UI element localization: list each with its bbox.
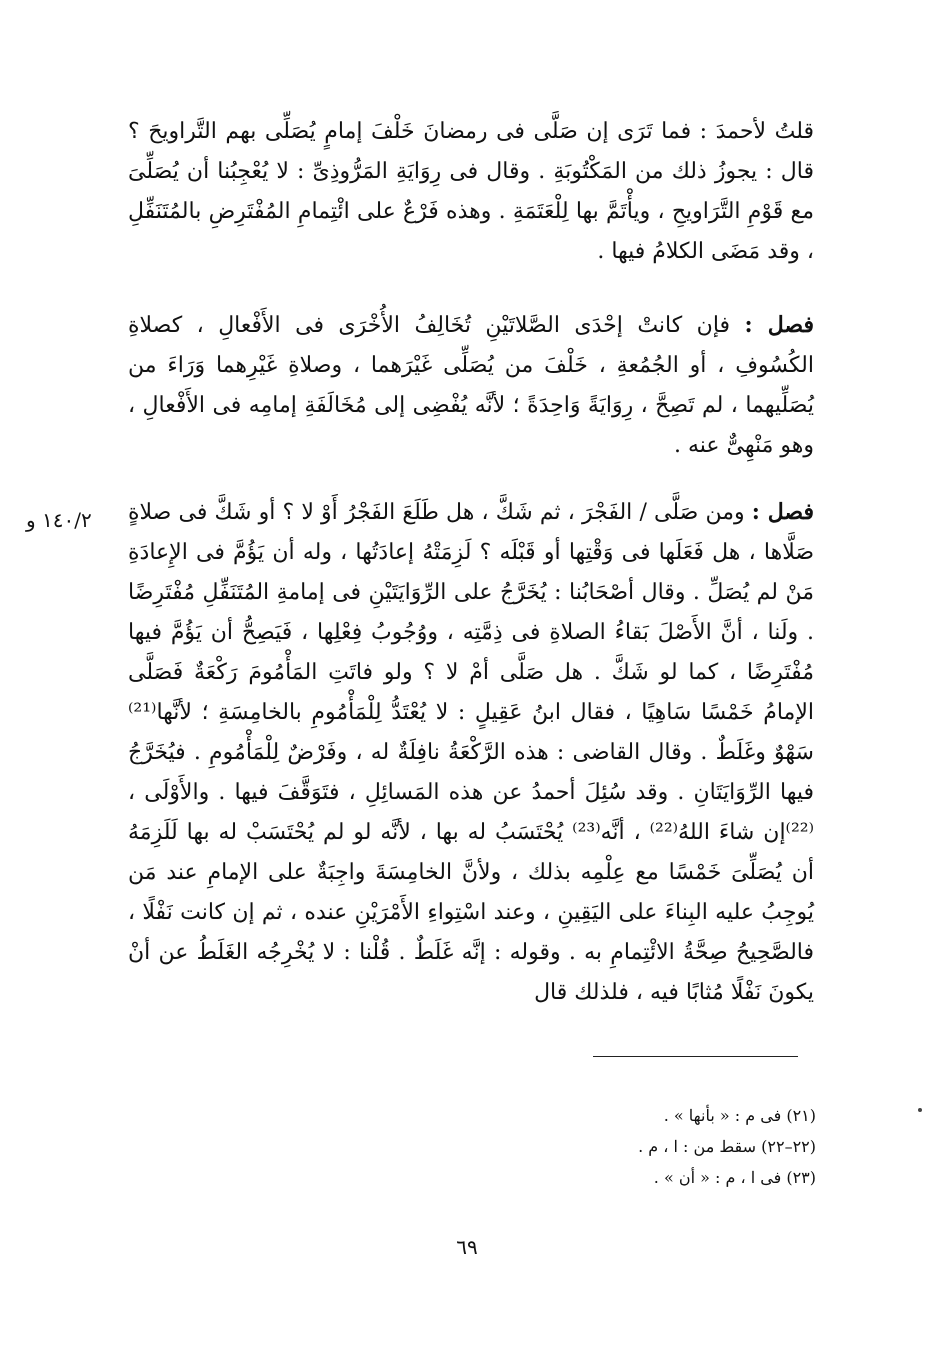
paragraph-text: قلتُ لأحمدَ : فما تَرَى إن صَلَّى فى رمضانَ خَلْفَ إمامٍ يُصَلِّى بهم التَّراويحَ ؟ قال : يجوزُ ذلك من المَكْتُوبَةِ . وقال فى رِوَايَةِ المَرُّوذِىِّ : لا يُعْجِبُنا أن يُصَلِّىَ مع قَوْمِ التَّرَاويحِ ، ويأْتَمَّ بها لِلْعَتَمَةِ . وهذه فَرْعٌ على ائْتِمامِ المُفْتَرِضِ بالمُتَنَفِّلِ ، وقد مَضَى الكلامُ فيها .	[128, 119, 815, 264]
paragraph-fasl-doubt-in-prayer	[128, 492, 814, 1013]
paragraph-text: ومن صَلَّى / الفَجْرَ ، ثم شَكَّ ، هل طَلَعَ الفَجْرُ أَوْ لا ؟ أو شَكَّ فى صلاةٍ صَلَّاها ، هل فَعَلَها فى وَقْتِها أو قَبْلَه ؟ لَزِمَتْهُ إعادَتُها ، وله أن يَؤُمَّ فى الإِعادَةِ مَنْ لم يُصَلِّ . وقال أصْحَابُنا : يُخَرَّجُ على الرِّوَايَتَيْنِ فى إمامةِ المُتَنَفِّلِ مُفْتَرِضًا . ولَنا ، أنَّ الأَصْلَ بَقاءُ الصلاةِ فى ذِمَّتِه ، ووُجُوبُ فِعْلِها ، فَيَصِحُّ أن يَؤُمَّ فيها مُفْتَرِضًا ، كما لو شَكَّ . هل صَلَّى أمْ لا ؟ ولو فاتَتِ المَأْمُومَ رَكْعَةٌ فَصَلَّى الإمامُ خَمْسًا سَاهِيًا ، فقال ابنُ عَقِيلٍ : لا يُعْتَدُّ لِلْمَأْمُومِ بالخامِسَةِ ؛ لأنَّها⁽²¹⁾ سَهْوٌ وغَلَطٌ . وقال القاضى : هذه الرَّكْعَةُ نافِلَةٌ له ، وفَرْضٌ لِلْمَأْمُومِ . فيُخَرَّجُ فيها الرِّوَايَتَانِ . وقد سُئِلَ أحمدُ عن هذه المَسائِلِ ، فتَوَقَّفَ فيها . والأَوْلَى ، ⁽²²⁾إن شاءَ اللهُ⁽²²⁾ ، أنَّه⁽²³⁾ يُحْتَسَبُ له بها ، لأنَّه لو لم يُحْتَسَبْ له بها لَلَزِمَهُ أن يُصَلِّىَ خَمْسًا مع عِلْمِه بذلك ، ولأنَّ الخامِسَةَ واجِبَةٌ على الإمامِ عند مَن يُوجِبُ عليه البِناءَ على اليَقِينِ ، وعند اسْتِواءِ الأَمْرَيْنِ عنده ، ثم إن كانت نَفْلًا ، فالصَّحِيحُ صِحَّةُ الائْتِمامِ به . وقوله : إنَّه غَلَطٌ . قُلْنا : لا يُخْرِجُه الغَلَطُ عن أنْ يكونَ نَفْلًا مُثابًا فيه ، فلذلك قال	[128, 500, 815, 1005]
manuscript-folio-reference: ١٤٠/٢ و	[26, 508, 92, 532]
paragraph-fasl-differing-prayers	[128, 305, 814, 466]
section-heading: فصل :	[744, 312, 815, 338]
paragraph-text: فإن كانتْ إحْدَى الصَّلاتَيْنِ تُخَالِفُ الأُخْرَى فى الأَفْعالِ ، كصلاةِ الكُسُوفِ ، أو الجُمُعةِ ، خَلْفَ من يُصَلِّى غَيْرَهما ، وصلاةِ غَيْرِهما وَرَاءَ من يُصَلِّيهما ، لم تَصِحَّ ، رِوَايَةً وَاحِدَةً ؛ لأنَّه يُفْضِى إلى مُخَالَفَةِ إمامِه فى الأَفْعالِ ، وهو مَنْهِىٌّ عنه .	[128, 313, 814, 458]
footnote-separator	[593, 1056, 798, 1057]
footnote-22: (٢٢–٢٢) سقط من : ا ، م .	[638, 1137, 816, 1156]
scan-speck	[918, 1108, 922, 1112]
paragraph-ahmad-question	[128, 112, 814, 272]
page-number: ٦٩	[456, 1235, 478, 1259]
footnotes	[500, 1100, 816, 1193]
footnote-23: (٢٣) فى ا ، م : « أن » .	[653, 1168, 816, 1187]
section-heading: فصل :	[751, 499, 814, 525]
footnote-21: (٢١) فى م : « بأنها » .	[663, 1106, 816, 1125]
